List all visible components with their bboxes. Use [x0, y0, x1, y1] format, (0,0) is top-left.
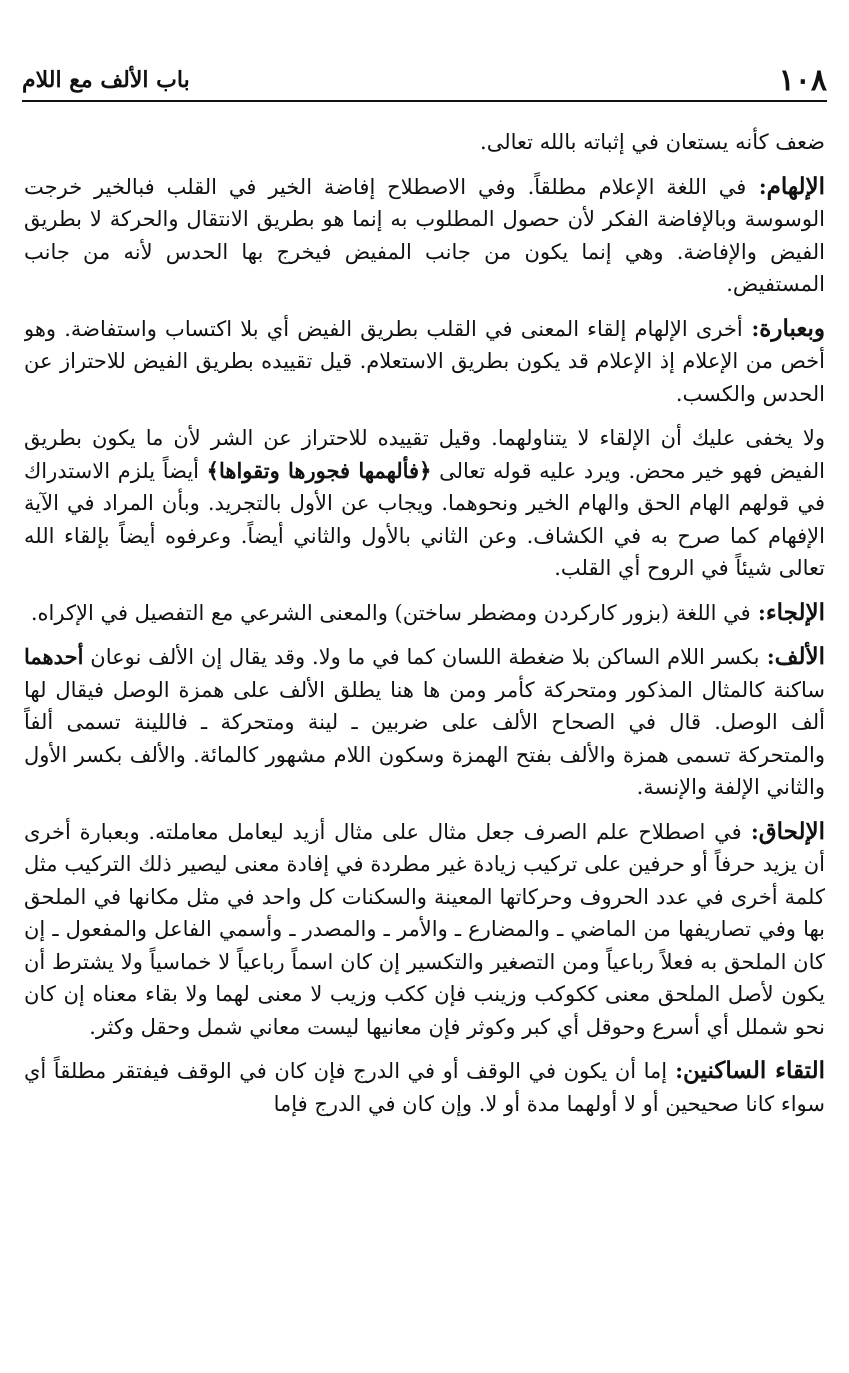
- paragraph-ilham-discussion: [24, 422, 825, 585]
- entry-term: الألف: [774, 643, 825, 670]
- term-colon: :: [746, 173, 767, 199]
- entry-term: الإلحاق: [758, 817, 825, 845]
- paragraph-text: ضعف كأنه يستعان في إثباته بالله تعالى.: [480, 130, 825, 154]
- entry-wabiibara: [24, 313, 825, 411]
- entry-alif: [24, 641, 825, 804]
- entry-term: وبعبارة: [759, 314, 825, 342]
- term-colon: :: [667, 1058, 684, 1083]
- page-header: [22, 60, 827, 102]
- paragraph-text: أيضاً يلزم الاستدراك في قولهم الهام الحق والهام الخير ونحوهما. ويجاب عن الأول بالتجريد. وبأن المراد في الآية الإفهام كما صرح به في الكشاف. وعن الثاني بالأول والثاني أيضاً. وعرفوه أيضاً بإلقاء الله تعالى شيئاً في الروح أي القلب.: [24, 458, 825, 580]
- entry-text: في اللغة (بزور كاركردن ومضطر ساختن) والمعنى الشرعي مع التفصيل في الإكراه.: [30, 600, 751, 625]
- entry-ilham: [24, 171, 825, 301]
- entry-term: الإلجاء: [765, 598, 825, 626]
- entry-text: بكسر اللام الساكن بلا ضغطة اللسان كما في ما ولا. وقد يقال إن الألف نوعان: [90, 645, 760, 669]
- term-colon: :: [750, 599, 766, 625]
- term-colon: :: [742, 315, 760, 341]
- entry-text: أخرى الإلهام إلقاء المعنى في القلب بطريق الفيض أي بلا اكتساب واستفاضة. وهو أخص من الإعلام إذ الإعلام قد يكون بطريق الاستعلام. قيل تقييده بطريق الفيض للاحتراز عن الحدس والكسب.: [24, 316, 825, 406]
- entry-term: التقاء الساكنين: [683, 1057, 825, 1084]
- paragraph-text: ولا يخفى عليك أن الإلقاء لا يتناولهما. وقيل تقييده للاحتراز عن الشر لأن ما يكون بطريق الفيض فهو خير محض. ويرد عليه قوله تعالى: [24, 426, 825, 483]
- entry-text: إما أن يكون في الوقف أو في الدرج فإن كان في الوقف فيفتقر مطلقاً أي سواء كانا صحيحين أو لا أولهما مدة أو لا. وإن كان في الدرج فإما: [24, 1059, 825, 1116]
- entry-text: في اصطلاح علم الصرف جعل مثال على مثال أزيد ليعامل معاملته. وبعبارة أخرى أن يزيد حرفاً أو حرفين على تركيب زيادة غير مطردة في إفادة معنى ليصير ذلك التركيب مثل كلمة أخرى في عدد الحروف وحركاتها المعينة والسكنات كل واحد في مثل مكانها في الملحق بها وفي تصاريفها من الماضي ـ والمضارع ـ والأمر ـ والمصدر ـ وأسمي الفاعل والمفعول ـ إن كان الملحق به فعلاً رباعياً ومن التصغير والتكسير إن كان اسماً رباعياً لا خماسياً ولا يشترط أن يكون لأصل الملحق معنى ككوكب وزينب فإن ككب وزيب لا معنى لهما ولا بقاء معناه إن كان نحو شملل أي أسرع وحوقل أي كبر وكوثر فإن معانيها ليست معاني شمل وحقل وكثر.: [24, 819, 825, 1039]
- page-body: [24, 126, 825, 1373]
- paragraph-continuation: [24, 126, 825, 159]
- running-title: باب الألف مع اللام: [22, 67, 190, 93]
- page-number: ١٠٨: [778, 62, 827, 98]
- entry-term: الإلهام: [766, 172, 825, 200]
- entry-iltiqa-sakinain: [24, 1055, 825, 1120]
- entry-iljaa: [24, 597, 825, 630]
- term-colon: :: [741, 818, 759, 844]
- entry-text: ساكنة كالمثال المذكور ومتحركة كأمر ومن ها هنا يطلق الألف على همزة الوصل فيقال لها ألف الوصل. قال في الصحاح الألف على ضربين ـ لينة ومتحركة ـ فاللينة تسمى ألفاً والمتحركة تسمى همزة والألف بفتح الهمزة وسكون اللام مشهور كالمائة. والألف بكسر الأول والثاني الإلفة والإنسة.: [24, 677, 825, 799]
- entry-text: في اللغة الإعلام مطلقاً. وفي الاصطلاح إفاضة الخير في القلب فبالخير خرجت الوسوسة وبالإفاضة الفكر لأن حصول المطلوب به إنما هو بطريق الانتقال والحركة لا بطريق الفيض والإفاضة. وهي إنما يكون من جانب المفيض فيخرج بها الحدس لأنه من جانب المستفيض.: [24, 174, 825, 296]
- highlighted-word: أحدهما: [24, 644, 84, 669]
- term-colon: :: [759, 644, 775, 669]
- quran-quote: ﴿فألهمها فجورها وتقواها﴾: [206, 457, 432, 483]
- entry-ilhaq: [24, 816, 825, 1044]
